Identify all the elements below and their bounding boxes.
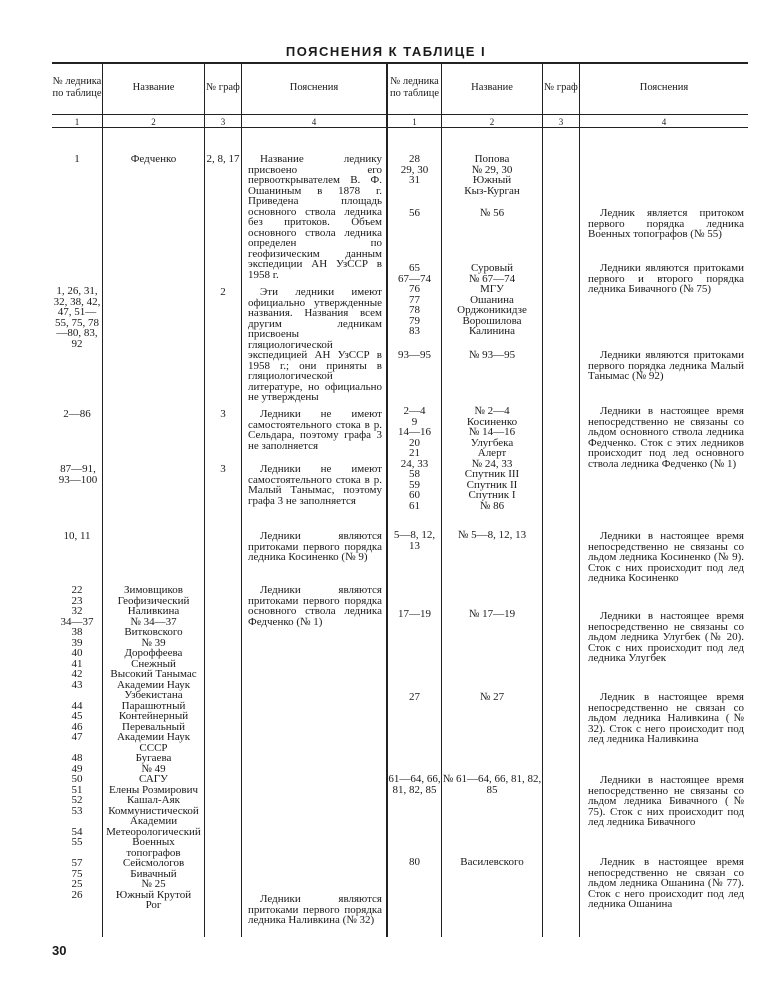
note-text: Ледники в настоящее время непосредственно не связаны со льдом ледника Улугбек (№ 20). Сток с них происходит под лед ледника Улугбек (588, 610, 744, 664)
glacier-number: 51 (71, 783, 83, 796)
glacier-number: 67—74 (398, 272, 431, 285)
glacier-number-list (388, 406, 441, 511)
column-ref: 2, 8, 17 (206, 153, 240, 165)
glacier-number (52, 690, 102, 701)
glacier-name: Геофизический (117, 594, 190, 607)
glacier-name: Бивачный (130, 867, 177, 880)
glacier-name: Косиненко (466, 415, 518, 428)
glacier-number: 44 (71, 699, 83, 712)
glacier-name: Витковского (124, 626, 183, 638)
glacier-name: Коммунистической (108, 804, 199, 817)
glacier-number: 87—91, 93—100 (58, 463, 98, 486)
glacier-number: 1, 26, 31, 32, 38, 42, 47, 51—55, 75, 78—80, 83, 92 (53, 285, 101, 350)
glacier-number: 79 (409, 314, 420, 327)
column-index: 1 (74, 117, 80, 127)
glacier-name: № 27 (479, 691, 505, 703)
glacier-number: 20 (409, 436, 420, 449)
glacier-name: № 24, 33 (471, 457, 513, 470)
note-text: Ледники являются притоками первого порядка ледника Наливкина (№ 32) (248, 893, 382, 926)
glacier-number: 40 (71, 647, 83, 659)
glacier-number: 76 (409, 283, 420, 295)
glacier-number: 2—4 (403, 405, 426, 417)
glacier-number: 55 (71, 836, 83, 848)
glacier-number: 57 (71, 857, 83, 869)
column-index: 2 (489, 117, 495, 127)
glacier-number: 59 (409, 478, 420, 491)
header-column-no: № граф (544, 82, 578, 93)
glacier-name: Ошанина (470, 293, 514, 306)
glacier-number: 42 (71, 668, 83, 680)
page-title: ПОЯСНЕНИЯ К ТАБЛИЦЕ I (285, 44, 487, 59)
glacier-name: Узбекистана (124, 689, 183, 701)
glacier-name: № 93—95 (468, 349, 516, 361)
glacier-number: 54 (71, 825, 83, 838)
glacier-number: 77 (409, 293, 420, 306)
note-text: Название леднику присвоено его первооткрывателем В. Ф. Ошаниным в 1878 г. Приведена площадь основного ствола ледника без притоков. Объем основного ствола ледника определен по геофизическим данным экспедиции АН УзССР в 1958 г. (248, 153, 382, 281)
note-text: Ледники не имеют самостоятельного стока в р. Малый Танымас, поэтому графа 3 не заполняется (248, 463, 382, 507)
glacier-name: № 61—64, 66, 81, 82, 85 (442, 773, 542, 796)
column-index: 4 (661, 117, 667, 127)
glacier-name: Спутник III (464, 468, 520, 480)
glacier-name: № 25 (141, 878, 166, 890)
glacier-number: 75 (71, 867, 83, 880)
header-glacier-no: № ледника по таблице (52, 76, 102, 99)
glacier-number: 61—64, 66, 81, 82, 85 (388, 773, 441, 796)
glacier-name: № 29, 30 (471, 163, 513, 176)
glacier-name: САГУ (139, 773, 168, 785)
column-index: 4 (311, 117, 317, 127)
glacier-name: Зимовщиков (124, 584, 183, 596)
glacier-name: Перевальный (122, 720, 185, 733)
column-ref: 2 (220, 286, 226, 298)
glacier-name: Парашютный (121, 699, 186, 712)
glacier-name: Орджоникидзе (457, 304, 527, 316)
glacier-name: Южный Крутой (115, 888, 192, 901)
glacier-number: 78 (409, 304, 420, 316)
header-rule (52, 114, 748, 115)
note-text: Ледники не имеют самостоятельного стока в р. Сельдара, поэтому графа 3 не заполняется (248, 408, 382, 452)
glacier-name: Бугаева (135, 752, 172, 764)
header-column-no: № граф (206, 82, 240, 93)
glacier-number: 5—8, 12, 13 (393, 529, 436, 552)
glacier-number: 28 (409, 153, 420, 165)
glacier-number: 27 (409, 691, 420, 703)
glacier-name: Контейнерный (118, 710, 189, 722)
glacier-name: топографов (126, 846, 181, 859)
glacier-name: № 14—16 (468, 426, 516, 438)
glacier-number: 80 (409, 856, 420, 868)
glacier-name: Кашал-Аяк (126, 794, 181, 806)
glacier-number: 56 (409, 207, 420, 219)
note-text: Ледники являются притоками первого порядка основного ствола ледника Федченко (№ 1) (248, 584, 382, 628)
glacier-number-list (388, 154, 441, 186)
note-text: Ледник в настоящее время непосредственно не связан со льдом ледника Ошанина (№ 77). Сток с него происходит под лед ледника Ошанина (588, 856, 744, 910)
glacier-name: Ворошилова (462, 314, 522, 327)
column-ref: 3 (220, 408, 226, 420)
glacier-name: Улугбека (470, 436, 514, 449)
glacier-number: 43 (71, 678, 83, 691)
glacier-number: 34—37 (60, 615, 94, 628)
col-divider (579, 62, 580, 937)
glacier-name: Спутник II (466, 478, 518, 491)
glacier-name: № 86 (479, 499, 505, 512)
glacier-number: 29, 30 (400, 163, 429, 176)
glacier-name: № 5—8, 12, 13 (457, 529, 527, 541)
glacier-number: 47 (71, 731, 83, 743)
glacier-number: 1 (74, 153, 80, 165)
glacier-number: 38 (71, 626, 83, 638)
glacier-name: Сейсмологов (122, 857, 185, 869)
glacier-name: Южный (472, 174, 512, 186)
glacier-name: Академии Наук (116, 731, 191, 743)
glacier-number: 17—19 (398, 608, 431, 620)
note-text: Ледник в настоящее время непосредственно не связан со льдом ледника Наливкина (№ 32). Сток с него происходит под лед ледника Наливкина (588, 691, 744, 745)
glacier-number: 25 (71, 878, 83, 890)
glacier-name-list (442, 154, 542, 196)
glacier-number: 52 (71, 794, 83, 806)
note-text: Ледники в настоящее время непосредственно не связаны со льдом ледника Бивачного (№ 75). Сток с них происходит под лед ледника Бивачного (588, 774, 744, 828)
glacier-name: Калинина (468, 325, 516, 337)
glacier-number: 61 (409, 499, 420, 512)
glacier-name: Елены Розмирович (108, 783, 199, 796)
glacier-number: 26 (71, 888, 83, 901)
glacier-name: Военных (132, 836, 175, 848)
glacier-number: 83 (409, 325, 420, 337)
index-rule (52, 127, 748, 128)
note-text: Ледники являются притоками первого порядка ледника Малый Танымас (№ 92) (588, 349, 744, 382)
col-divider (241, 62, 242, 937)
glacier-number: 10, 11 (63, 530, 91, 542)
glacier-name: Наливкина (127, 605, 180, 617)
glacier-number: 2—86 (63, 408, 91, 420)
glacier-number: 32 (71, 605, 83, 617)
glacier-name: Рог (145, 899, 162, 911)
header-name: Название (132, 82, 175, 93)
glacier-name: № 17—19 (468, 608, 516, 620)
glacier-name: № 49 (141, 762, 166, 775)
glacier-number: 49 (71, 762, 83, 775)
glacier-number: 23 (71, 594, 83, 607)
glacier-name: Дороффеева (124, 647, 183, 659)
glacier-name-list (442, 263, 542, 337)
note-text: Ледники в настоящее время непосредственно не связаны со льдом ледника Косиненко (№ 9). Сток с них происходит под лед ледника Косиненко (588, 530, 744, 584)
note-text: Ледники являются притоками первого и второго порядка ледника Бивачного (№ 75) (588, 262, 744, 295)
glacier-name: № 34—37 (130, 615, 177, 628)
glacier-name: Суровый (470, 262, 514, 274)
glacier-name: Академии Наук (116, 678, 191, 691)
glacier-name: Высокий Танымас (110, 668, 197, 680)
glacier-name: № 2—4 (474, 405, 510, 417)
header-name: Название (471, 82, 513, 93)
glacier-name: № 39 (141, 636, 166, 649)
column-index: 1 (412, 117, 417, 127)
glacier-name: Кыз-Курган (464, 184, 520, 197)
page-number: 30 (52, 943, 67, 958)
glacier-name: Снежный (131, 657, 176, 670)
col-divider (542, 62, 543, 937)
glacier-name: Попова (474, 153, 510, 165)
column-index: 3 (558, 117, 564, 127)
glacier-number: 21 (409, 447, 420, 459)
glacier-number: 39 (71, 636, 83, 649)
column-index: 3 (220, 117, 226, 127)
glacier-name: № 67—74 (468, 272, 516, 285)
header-glacier-no: № ледника по таблице (389, 76, 440, 99)
glacier-number: 50 (71, 773, 83, 785)
glacier-number: 58 (409, 468, 420, 480)
header-notes: Пояснения (289, 82, 339, 93)
glacier-name: СССР (139, 741, 168, 754)
glacier-number: 31 (409, 174, 420, 186)
glacier-number (52, 816, 102, 827)
column-index: 2 (151, 117, 156, 127)
glacier-number: 53 (71, 804, 83, 817)
glacier-name: Академии (129, 815, 178, 827)
glacier-name: Алерт (477, 447, 507, 459)
col-divider (204, 62, 205, 937)
note-text: Ледник является притоком первого порядка ледника Военных топографов (№ 55) (588, 207, 744, 240)
glacier-name-list (103, 585, 204, 911)
glacier-number: 46 (71, 720, 83, 733)
glacier-name: Василевского (460, 856, 524, 868)
glacier-name: № 56 (479, 207, 505, 219)
glacier-number: 14—16 (398, 426, 431, 438)
glacier-number: 65 (409, 262, 420, 274)
glacier-name: МГУ (480, 283, 504, 295)
note-text: Ледники являются притоками первого порядка ледника Косиненко (№ 9) (248, 530, 382, 563)
glacier-number: 22 (71, 584, 83, 596)
glacier-name: Федченко (130, 153, 177, 165)
glacier-name: Метеорологический (106, 825, 201, 838)
glacier-number: 9 (411, 415, 418, 428)
glacier-number: 41 (71, 657, 83, 670)
glacier-number: 24, 33 (400, 457, 429, 470)
glacier-name: Спутник I (468, 489, 516, 501)
note-text: Эти ледники имеют официально утвержденные названия. Названия всем другим ледникам присвоены гляциологической экспедицией АН УзССР в 1958 г.; они приняты в гляциологической литературе, но официально не утверждены (248, 286, 382, 403)
glacier-number-list (52, 585, 102, 900)
glacier-table (52, 62, 748, 937)
header-notes: Пояснения (639, 82, 689, 93)
table-top-rule (52, 62, 748, 64)
glacier-number: 48 (71, 752, 83, 764)
glacier-name-list (442, 406, 542, 511)
glacier-number: 45 (71, 710, 83, 722)
glacier-number: 93—95 (398, 349, 431, 361)
glacier-number: 60 (409, 489, 420, 501)
note-text: Ледники в настоящее время непосредственно не связаны со льдом основного ствола ледника Федченко. Сток с этих ледников происходит под лед основного ствола ледника Федченко (№ 1) (588, 405, 744, 470)
column-ref: 3 (220, 463, 226, 475)
glacier-number-list (388, 263, 441, 337)
